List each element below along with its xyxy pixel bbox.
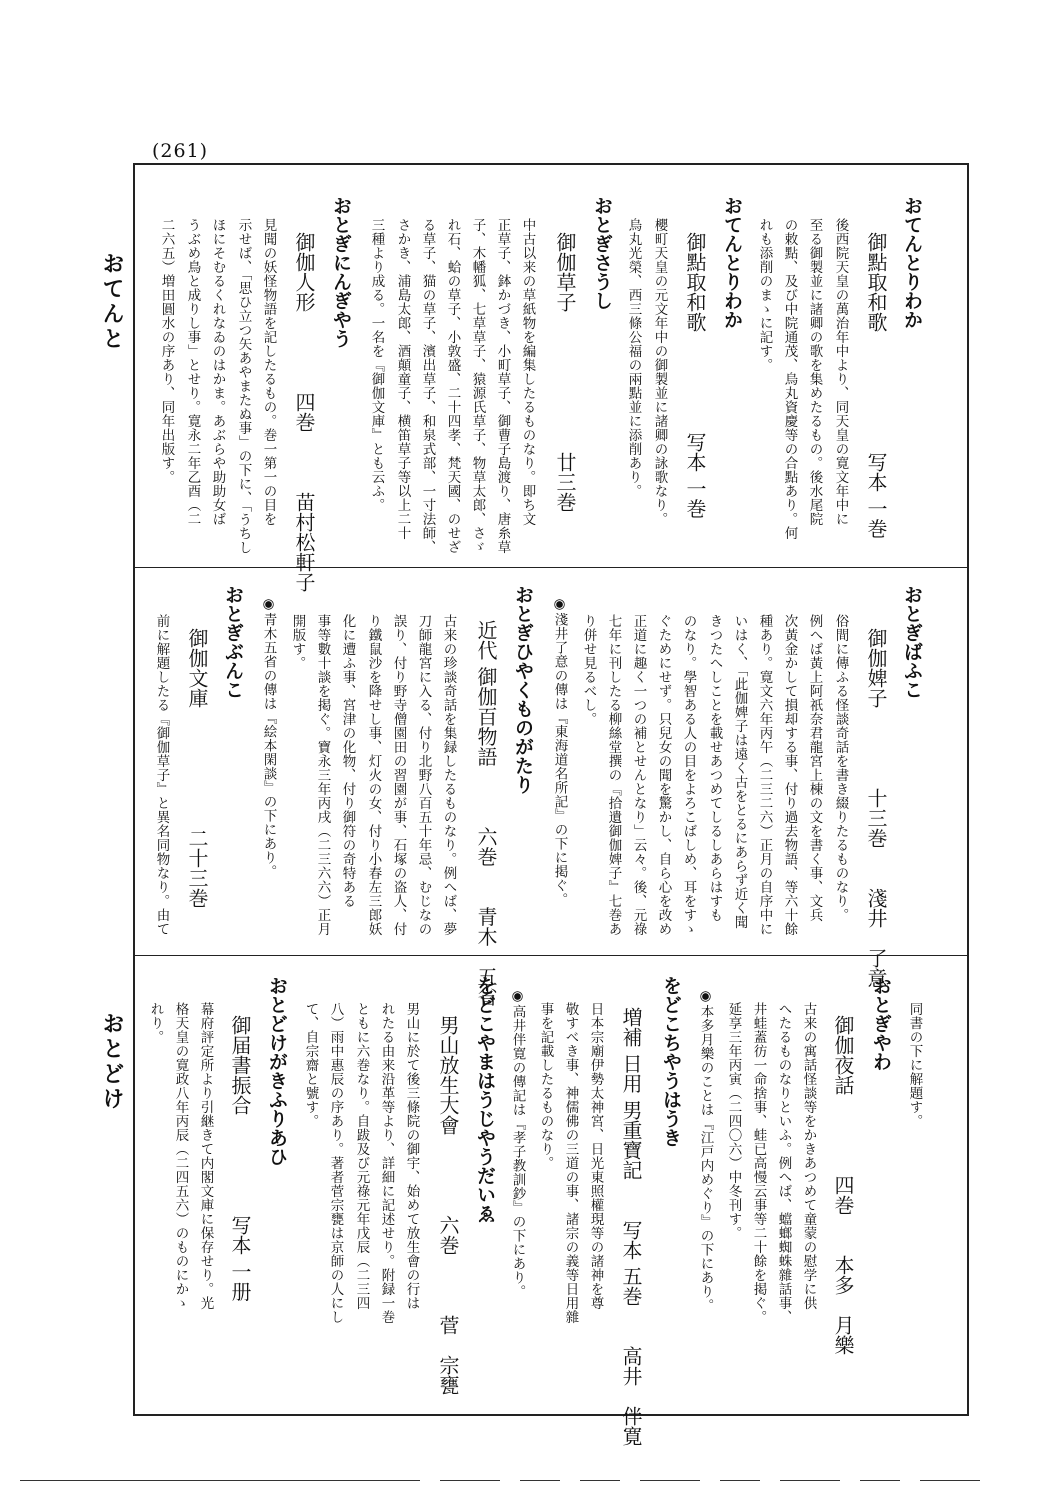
entry-body-line: 俗間に傳ふる怪談奇話を書き綴りたるものなり。 (832, 614, 849, 922)
entry-body-line: る草子、猫の草子、濱出草子、和泉式部、一寸法師、 (419, 218, 436, 554)
entry-body-line: 日本宗廟伊勢太神宮、日光東照權現等の諸神を尊 (587, 1002, 604, 1310)
footer-rule (520, 1480, 560, 1481)
entry-body-line: 誤り、付り野寺僧園田の習園が事、石塚の盗人、付 (390, 614, 407, 936)
footer-rule (440, 1480, 500, 1481)
entry-heading: おとぎばふこ (901, 585, 923, 699)
entry-title: 御伽人形 四巻 苗村松軒子 (292, 232, 316, 592)
entry-heading: おとぎぶんこ (222, 585, 244, 699)
entry-body-line: 例へば黃上阿祇奈君龍宮上棟の文を書く事、文兵 (806, 614, 823, 922)
entry-body-line: 種あり。寛文六年丙午（二三二六）正月の自序中に (756, 614, 773, 936)
entry-body-line: 櫻町天皇の元文年中の御製並に諸卿の詠歌なり。 (651, 218, 668, 526)
entry-body-line: り鐵鼠沙を降せし事、灯火の女、付り小春左三郎妖 (365, 614, 382, 936)
entry-heading: おとぎさうし (591, 196, 613, 310)
entry-title: 御點取和歌 写本 一巻 (864, 232, 888, 539)
entry-heading: おとぎやわ (870, 976, 892, 1071)
entry-body-line: 古来の珍談奇話を集録したるものなり。例へば、夢 (440, 614, 457, 936)
entry-body-line: 至る御製並に諸卿の歌を集めたるもの。後水尾院 (806, 218, 823, 526)
entry-body-line: れ石、蛤の草子、小敦盛、二十四孝、梵天國、のせざ (444, 218, 461, 554)
cross-reference-note: ◉淺井了意の傳は『東海道名所記』の下に掲ぐ。 (551, 596, 568, 907)
entry-body-line: 後西院天皇の萬治年中より、同天皇の寛文年中に (832, 218, 849, 526)
entry-body-line: り併せ見るべし。 (580, 614, 597, 726)
entry-title: 近代 御伽百物語 六巻 青木 五省 (474, 620, 498, 1007)
entry-body-line: 事を記載したるものなり。 (537, 1002, 554, 1170)
tier-divider-2 (133, 955, 969, 956)
entry-body-line: 開版す。 (289, 614, 306, 670)
entry-body-line: きつたへしことを載せあつめてしるしあらはすも (706, 614, 723, 922)
entry-body-line: れも添削のまゝに記す。 (756, 218, 773, 372)
entry-title: 御届書振合 写本 一册 (228, 1015, 252, 1302)
entry-heading: をどこやまはうじやうだいゑ (474, 976, 496, 1223)
footer-rule (780, 1480, 840, 1481)
entry-body-line: 三種より成る。一名を『御伽文庫』とも云ふ。 (368, 218, 385, 512)
entry-body-line: 化に遭ふ事、宮津の化物、付り御符の奇特ある (339, 614, 356, 908)
entry-title: 御伽婢子 十三巻 淺井 了意 (864, 628, 888, 988)
footer-rule (580, 1480, 620, 1481)
entry-body-line: 子、木幡狐、七草草子、猿源氏草子、物草太郎、さゞ (469, 218, 486, 554)
entry-body-line: 敬すべき事、神儒佛の三道の事、諸宗の義等日用雜 (562, 1002, 579, 1324)
running-head-top: おてんと (99, 252, 125, 352)
tier-divider-1 (133, 567, 969, 568)
entry-heading: をどこちやうはうき (660, 976, 682, 1147)
entry-title: 御點取和歌 写本 一巻 (683, 232, 707, 519)
entry-heading: おとどけがきふりあひ (266, 976, 288, 1166)
entry-body-line: 前に解題したる『御伽草子』と異名同物なり。由て (153, 614, 170, 936)
entry-body-line: さかき、浦島太郎、酒顛童子、横笛草子等以上二十 (394, 218, 411, 540)
entry-body-line: 古来の寓話怪談等をかきあつめて童蒙の慰学に供 (800, 1002, 817, 1310)
entry-body-line: 示せば、「思ひ立つ矢あやまたぬ事」の下に、「うちし (235, 218, 252, 555)
footer-rule (640, 1480, 700, 1481)
entry-heading: おてんとりわか (721, 196, 743, 329)
footer-rule (920, 1480, 980, 1481)
footer-rule (720, 1480, 760, 1481)
entry-body-line: 延享三年丙寅（二四〇六）中冬刊す。 (725, 1002, 742, 1240)
entry-body-line: れたる由来沿革等より、詳細に記述せり。附録一巻 (378, 1002, 395, 1324)
entry-title: 男山放生大會 六巻 菅 宗甕 (436, 1015, 460, 1395)
cross-reference-note: ◉本多月樂のことは『江戸内めぐり』の下にあり。 (697, 988, 714, 1313)
entry-body-line: 幕府評定所より引継きて内閣文庫に保存せり。光 (197, 1002, 214, 1310)
entry-body-line: へたるものなりといふ。例へば、蟷螂蜘蛛雜話事、 (775, 1002, 792, 1324)
entry-heading: おとぎにんぎやう (330, 196, 352, 348)
entry-body-line: 刀師龍宮に入る、付り北野八百五十年忌、むじなの (415, 614, 432, 936)
footer-rule (20, 1480, 420, 1481)
entry-body-line: のなり。學智ある人の目をよろこばしめ、耳をすゝ (680, 614, 697, 936)
entry-body-line: 正草子、鉢かづき、小町草子、御曹子島渡り、唐糸草 (494, 218, 511, 554)
entry-title: 御伽文庫 二十三巻 (185, 628, 209, 908)
entry-body-line: 八）雨中惠辰の序あり。著者菅宗甕は京師の人にし (327, 1002, 344, 1324)
page-number: (261) (152, 140, 209, 162)
entry-heading: おてんとりわか (901, 196, 923, 329)
entry-body-line: 見聞の妖怪物語を記したるもの。巻一第一の目を (260, 218, 277, 526)
entry-body-line: の敕點、及び中院通茂、烏丸資慶等の合點あり。何 (781, 218, 798, 540)
entry-body-line: て、自宗齋と號す。 (302, 1002, 319, 1128)
entry-body-line: 正道に趣く一つの補とせんとなり」云々。後、元祿 (630, 614, 647, 936)
entry-body-line: れり。 (147, 1002, 164, 1044)
entry-body-line: ともに六巻なり。自跋及び元祿元年戊辰（二三四 (353, 1002, 370, 1310)
entry-body-line: 事等數十談を掲ぐ。寶永三年丙戌（二三六六）正月 (314, 614, 331, 936)
entry-body-line: 中古以来の草紙物を編集したるものなり。即ち文 (519, 218, 536, 526)
entry-body-line: 烏丸光榮、西三條公福の兩點並に添削あり。 (625, 218, 642, 498)
footer-rule (860, 1480, 900, 1481)
running-head-bottom: おとどけ (99, 1012, 125, 1112)
entry-body-line: いはく、「此伽婢子は遠く古をとるにあらず近く聞 (731, 614, 748, 930)
entry-body-line: 井蛙蓋彷一命捨事、蛙已高慢云事等二十餘を掲ぐ。 (750, 1002, 767, 1324)
entry-body-line: ほにそむるくれなゐのはかま。あぶらや助助女ば (209, 218, 226, 526)
entry-heading: おとぎひやくものがたり (512, 585, 534, 794)
entry-title: 御伽夜話 四巻 本多 月樂 (831, 1015, 855, 1355)
entry-body-line: 七年に刊したる柳絲堂撰の『拾遺御伽婢子』七巻あ (605, 614, 622, 936)
entry-title: 増補 日用 男重寶記 写本 五巻 高井 伴寛 (619, 1007, 643, 1447)
entry-title: 御伽草子 廿三巻 (553, 232, 577, 512)
entry-body-line: 次黃金かして損却する事、付り過去物語、等六十餘 (781, 614, 798, 936)
entry-body-line: 男山に於て後三條院の御宇、始めて放生會の行は (403, 1002, 420, 1310)
cross-reference-note: ◉高井伴寛の傳記は『孝子教訓鈔』の下にあり。 (509, 988, 526, 1299)
entry-body-line: うぶめ鳥と成りし事」とせり。寛永二年乙酉（二 (184, 218, 201, 526)
entry-body-line: ぐためにせず。只兒女の聞を驚かし、自ら心を改め (655, 614, 672, 936)
cross-reference-note: ◉青木五省の傳は『絵本閑談』の下にあり。 (260, 596, 277, 879)
entry-body-line: 同書の下に解題す。 (906, 1002, 923, 1128)
entry-body-line: 格天皇の寛政八年丙辰（二四五六）のものにかゝ (172, 1002, 189, 1310)
entry-body-line: 二六五）増田圓水の序あり、同年出版す。 (158, 218, 175, 484)
